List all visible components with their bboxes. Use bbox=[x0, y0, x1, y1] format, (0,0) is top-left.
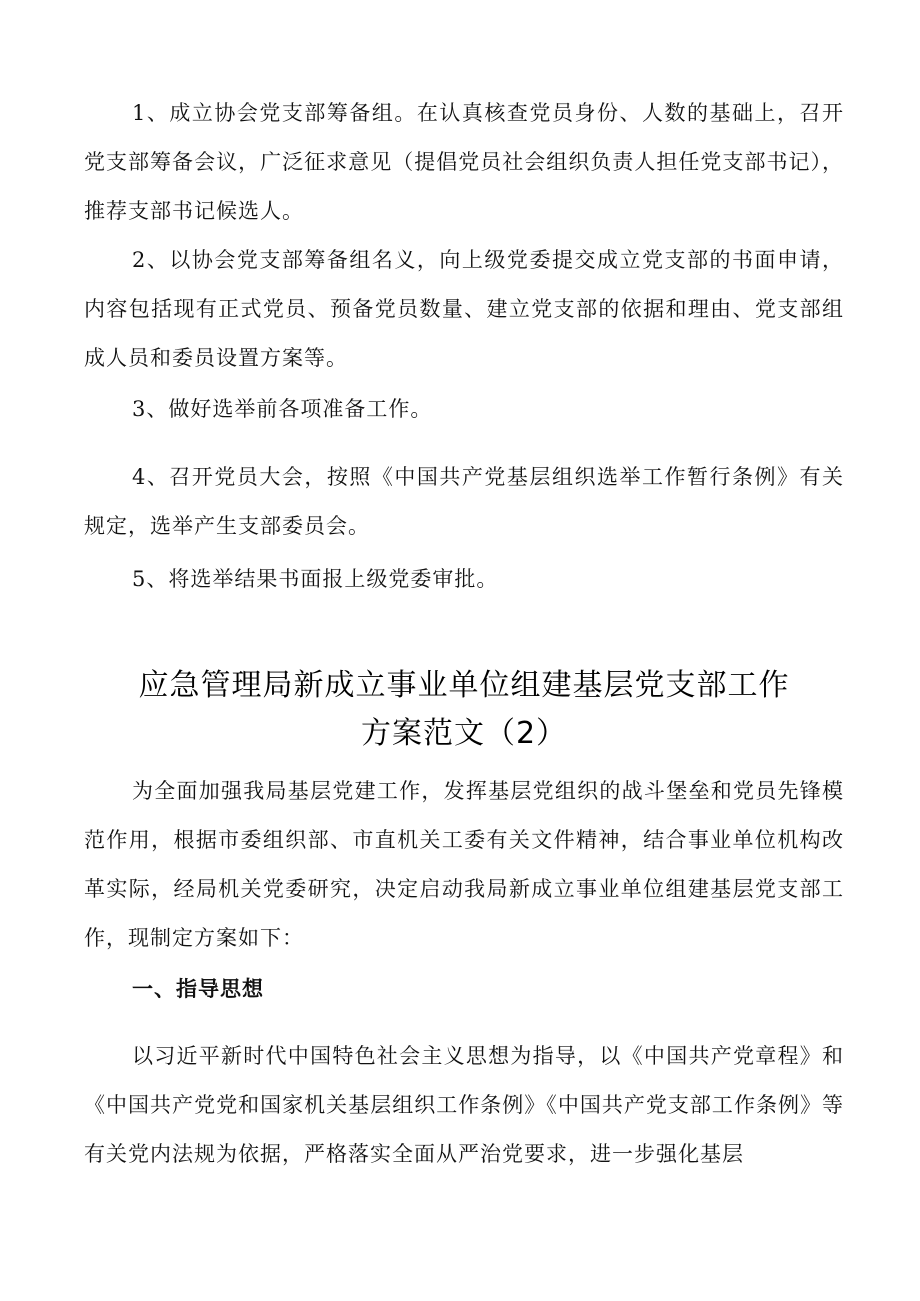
guiding-ideology-paragraph: 以习近平新时代中国特色社会主义思想为指导，以《中国共产党章程》和《中国共产党党和国家机关基层组织工作条例》《中国共产党支部工作条例》等有关党内法规为依据，严格落实全面从严治党要求，进一步强化基层 bbox=[84, 1044, 844, 1166]
step-3-paragraph: 3、做好选举前各项准备工作。 bbox=[132, 397, 433, 421]
step-4-paragraph: 4、召开党员大会，按照《中国共产党基层组织选举工作暂行条例》有关规定，选举产生支部委员会。 bbox=[84, 465, 844, 538]
document-title-line-1: 应急管理局新成立事业单位组建基层党支部工作 bbox=[138, 668, 790, 703]
step-5-paragraph: 5、将选举结果书面报上级党委审批。 bbox=[132, 567, 499, 591]
section-heading-guiding-ideology: 一、指导思想 bbox=[132, 977, 264, 1001]
document-title-line-2: 方案范文（2） bbox=[360, 716, 568, 751]
step-1-paragraph: 1、成立协会党支部筹备组。在认真核查党员身份、人数的基础上，召开党支部筹备会议，广泛征求意见（提倡党员社会组织负责人担任党支部书记），推荐支部书记候选人。 bbox=[84, 101, 844, 223]
intro-paragraph: 为全面加强我局基层党建工作，发挥基层党组织的战斗堡垒和党员先锋模范作用，根据市委组织部、市直机关工委有关文件精神，结合事业单位机构改革实际，经局机关党委研究，决定启动我局新成立事业单位组建基层党支部工作，现制定方案如下： bbox=[84, 779, 844, 950]
step-2-paragraph: 2、以协会党支部筹备组名义，向上级党委提交成立党支部的书面申请，内容包括现有正式党员、预备党员数量、建立党支部的依据和理由、党支部组成人员和委员设置方案等。 bbox=[84, 248, 844, 370]
